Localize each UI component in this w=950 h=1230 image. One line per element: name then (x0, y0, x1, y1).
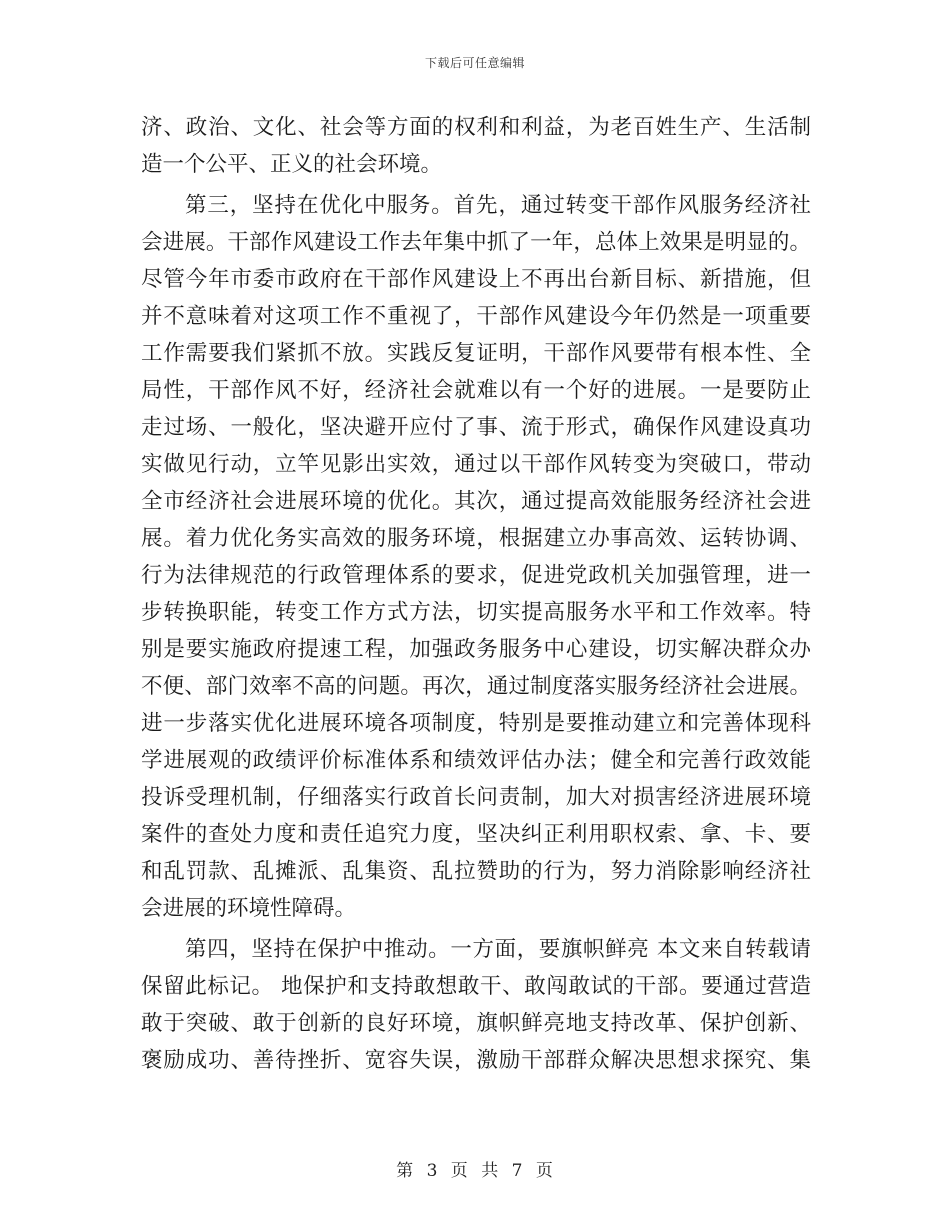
text-line: 尽管今年市委市政府在干部作风建设上不再出台新目标、新措施，但 (141, 267, 811, 292)
text-line: 投诉受理机制，仔细落实行政首长问责制，加大对损害经济进展环境 (141, 785, 811, 810)
text-line: 会进展的环境性障碍。 (141, 896, 357, 921)
text-line: 案件的查处力度和责任追究力度，坚决纠正利用职权索、拿、卡、要 (141, 822, 811, 847)
paragraph-start-line: 第三，坚持在优化中服务。首先，通过转变干部作风服务经济社 (185, 193, 811, 218)
paragraph-start-line: 第四，坚持在保护中推动。一方面，要旗帜鲜亮 本文来自转载请 (185, 937, 811, 962)
text-line: 局性，干部作风不好，经济社会就难以有一个好的进展。一是要防止 (141, 378, 811, 403)
text-line: 造一个公平、正义的社会环境。 (141, 152, 443, 177)
text-line: 工作需要我们紧抓不放。实践反复证明，干部作风要带有根本性、全 (141, 341, 811, 366)
page-number-footer: 第 3 页 共 7 页 (396, 1161, 554, 1181)
text-line: 走过场、一般化，坚决避开应付了事、流于形式，确保作风建设真功 (141, 415, 811, 440)
document-body (141, 109, 811, 1079)
download-edit-note: 下载后可任意编辑 (424, 56, 525, 70)
text-line: 会进展。干部作风建设工作去年集中抓了一年，总体上效果是明显的。 (141, 230, 811, 255)
text-line: 进一步落实优化进展环境各项制度，特别是要推动建立和完善体现科 (141, 711, 811, 736)
text-line: 行为法律规范的行政管理体系的要求，促进党政机关加强管理，进一 (141, 563, 811, 588)
text-line: 实做见行动，立竿见影出实效，通过以干部作风转变为突破口，带动 (141, 452, 811, 477)
text-line: 别是要实施政府提速工程，加强政务服务中心建设，切实解决群众办 (141, 637, 811, 662)
text-line: 济、政治、文化、社会等方面的权利和利益，为老百姓生产、生活制 (141, 115, 811, 140)
text-line: 全市经济社会进展环境的优化。其次，通过提高效能服务经济社会进 (141, 489, 811, 514)
text-line: 保留此标记。 地保护和支持敢想敢干、敢闯敢试的干部。要通过营造 (141, 974, 811, 999)
text-line: 褒励成功、善待挫折、宽容失误，激励干部群众解决思想求探究、集 (141, 1048, 811, 1073)
text-line: 和乱罚款、乱摊派、乱集资、乱拉赞助的行为，努力消除影响经济社 (141, 859, 811, 884)
text-line: 并不意味着对这项工作不重视了，干部作风建设今年仍然是一项重要 (141, 304, 811, 329)
text-line: 不便、部门效率不高的问题。再次，通过制度落实服务经济社会进展。 (141, 674, 811, 699)
text-line: 敢于突破、敢于创新的良好环境，旗帜鲜亮地支持改革、保护创新、 (141, 1011, 811, 1036)
text-line: 展。着力优化务实高效的服务环境，根据建立办事高效、运转协调、 (141, 526, 811, 551)
text-line: 学进展观的政绩评价标准体系和绩效评估办法；健全和完善行政效能 (141, 748, 811, 773)
text-line: 步转换职能，转变工作方式方法，切实提高服务水平和工作效率。特 (141, 600, 811, 625)
